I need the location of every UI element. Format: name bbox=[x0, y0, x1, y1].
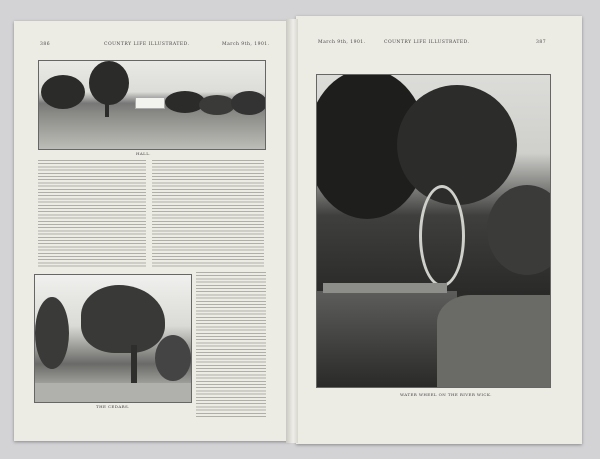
photo-hall-caption: HALL. bbox=[136, 151, 151, 156]
right-running-title: COUNTRY LIFE ILLUSTRATED. bbox=[384, 40, 470, 45]
left-page-number: 386 bbox=[40, 42, 51, 47]
photo-hall bbox=[38, 60, 266, 150]
photo-water-wheel-caption: WATER WHEEL ON THE RIVER WICK. bbox=[400, 392, 492, 397]
photo-water-wheel bbox=[316, 74, 551, 388]
left-text-column-2 bbox=[152, 160, 264, 268]
left-text-column-1 bbox=[38, 160, 146, 268]
photo-cedars bbox=[34, 274, 192, 403]
left-page-date: March 9th, 1901. bbox=[222, 42, 270, 47]
left-text-column-3 bbox=[196, 272, 266, 418]
right-page-number: 387 bbox=[536, 40, 547, 45]
page-gutter bbox=[286, 19, 298, 443]
photo-cedars-caption: THE CEDARS. bbox=[96, 404, 130, 409]
right-page-date: March 9th, 1901. bbox=[318, 40, 366, 45]
left-running-title: COUNTRY LIFE ILLUSTRATED. bbox=[104, 42, 190, 47]
